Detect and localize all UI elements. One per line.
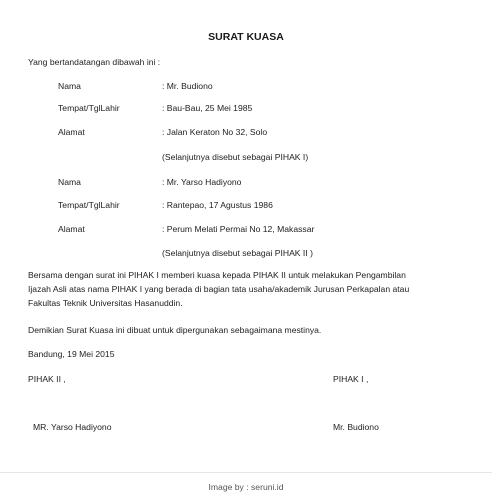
closing-text: Demikian Surat Kuasa ini dibuat untuk dipergunakan sebagaimana mestinya. [28, 325, 322, 335]
body-line: Bersama dengan surat ini PIHAK I memberi kuasa kepada PIHAK II untuk melakukan Pengambilan [28, 270, 406, 280]
pihak1-nama-value: : Mr. Budiono [162, 81, 213, 91]
caption-divider [0, 472, 492, 473]
body-paragraph [28, 268, 468, 310]
sign-left-label: PIHAK II , [28, 374, 66, 384]
image-caption: Image by : seruni.id [208, 482, 284, 492]
pihak1-note: (Selanjutnya disebut sebagai PIHAK I) [162, 152, 309, 162]
pihak2-nama-value: : Mr. Yarso Hadiyono [162, 177, 242, 187]
pihak2-alamat-label: Alamat [58, 224, 85, 234]
body-line: Fakultas Teknik Universitas Hasanuddin. [28, 298, 183, 308]
pihak1-nama-label: Nama [58, 81, 81, 91]
pihak2-note: (Selanjutnya disebut sebagai PIHAK II ) [162, 248, 313, 258]
sign-right-name: Mr. Budiono [333, 422, 379, 432]
pihak1-ttl-label: Tempat/TglLahir [58, 103, 120, 113]
document-title: SURAT KUASA [208, 31, 284, 43]
pihak2-ttl-value: : Rantepao, 17 Agustus 1986 [162, 200, 273, 210]
pihak2-nama-label: Nama [58, 177, 81, 187]
body-line: Ijazah Asli atas nama PIHAK I yang berada di bagian tata usaha/akademik Jurusan Perkapalan atau [28, 284, 410, 294]
place-date: Bandung, 19 Mei 2015 [28, 349, 115, 359]
pihak1-alamat-value: : Jalan Keraton No 32, Solo [162, 127, 268, 137]
pihak1-ttl-value: : Bau-Bau, 25 Mei 1985 [162, 103, 253, 113]
intro-text: Yang bertandatangan dibawah ini : [28, 57, 161, 67]
pihak2-ttl-label: Tempat/TglLahir [58, 200, 120, 210]
sign-left-name: MR. Yarso Hadiyono [33, 422, 112, 432]
sign-right-label: PIHAK I , [333, 374, 369, 384]
pihak2-alamat-value: : Perum Melati Permai No 12, Makassar [162, 224, 315, 234]
pihak1-alamat-label: Alamat [58, 127, 85, 137]
